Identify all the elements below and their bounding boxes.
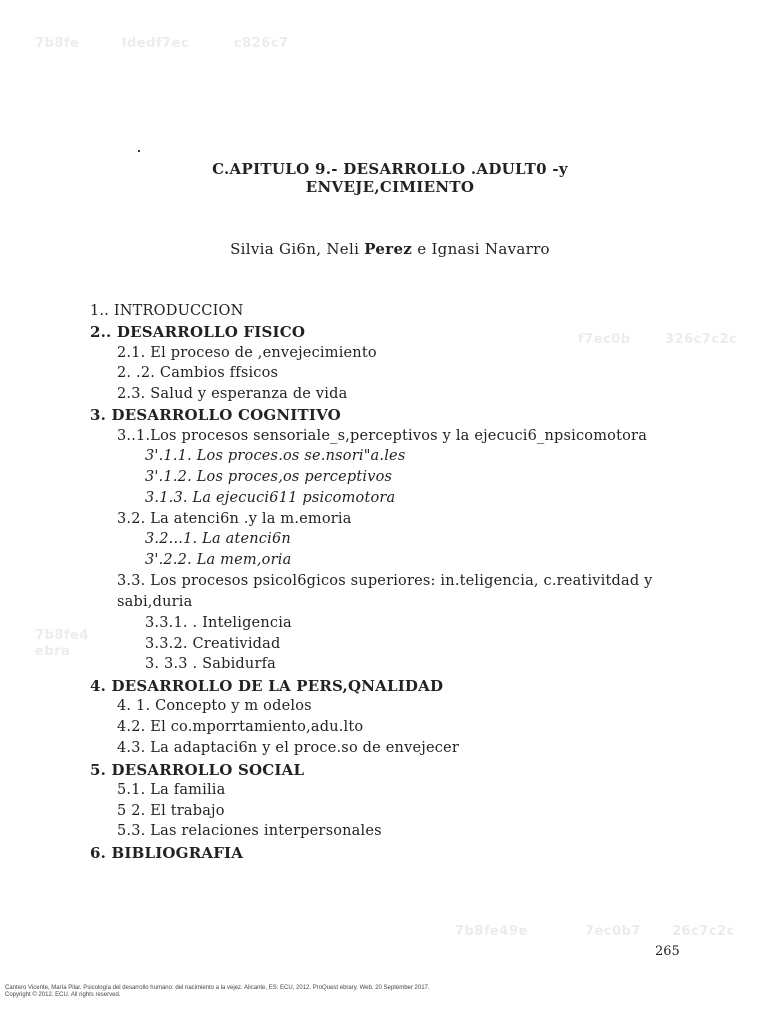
toc-subitem: 3.3. Los procesos psicol6gicos superiores: in.teligencia, c.reativitdad y	[117, 573, 653, 589]
chapter-title-line-1: C.APITULO 9.- DESARROLLO .ADULT0 -y	[212, 160, 568, 178]
author-bold-name: Perez	[364, 240, 413, 258]
toc-subitem-continuation: sabi,duria	[117, 594, 193, 610]
authors-suffix: e Ignasi Navarro	[412, 240, 550, 258]
watermark-text: c826c7	[234, 36, 289, 51]
watermark-text: f7ec0b	[578, 332, 631, 347]
toc-item-bibliografia: 6. BIBLIOGRAFIA	[90, 844, 244, 862]
copyright-footer	[5, 985, 430, 999]
toc-item-desarrollo-social: 5. DESARROLLO SOCIAL	[90, 761, 305, 779]
authors-prefix: Silvia Gi6n, Neli	[230, 240, 365, 258]
toc-subsubitem: 3.2...1. La atenci6n	[145, 531, 291, 547]
toc-subitem: 5.3. Las relaciones interpersonales	[117, 823, 382, 839]
authors	[150, 239, 630, 259]
toc-item-introduccion: 1.. INTRODUCCION	[90, 303, 244, 319]
footer-citation: Cantero Vicente, María Pilar. Psicología del desarrollo humano: del nacimiento a la vejez. Alicante, ES: ECU, 2012. ProQuest ebrary. Web. 20 September 2017.	[5, 985, 430, 991]
watermark-text: ldedf7ec	[122, 36, 190, 51]
footer-copyright: Copyright © 2012. ECU. All rights reserved.	[5, 992, 121, 998]
watermark-text: 7b8fe	[35, 36, 80, 51]
toc-item-desarrollo-personalidad: 4. DESARROLLO DE LA PERS,QNALIDAD	[90, 677, 444, 695]
toc-subitem: 4.3. La adaptaci6n y el proce.so de envejecer	[117, 740, 459, 756]
toc-subsubitem: 3.3.1. . Inteligencia	[145, 615, 292, 631]
toc-subitem: 2.1. El proceso de ,envejecimiento	[117, 345, 377, 361]
toc-subsubitem: 3.1.3. La ejecuci611 psicomotora	[145, 490, 396, 506]
toc-subitem: 2. .2. Cambios ffsicos	[117, 365, 279, 381]
watermark-text: 7b8fe49e	[455, 924, 528, 939]
watermark-text: ebra	[35, 644, 71, 659]
toc-item-desarrollo-fisico: 2.. DESARROLLO FISICO	[90, 323, 306, 341]
toc-subsubitem: 3. 3.3 . Sabidurfa	[145, 656, 276, 672]
watermark-text: 26c7c2c	[672, 924, 735, 939]
watermark-text: 7b8fe4	[35, 628, 89, 643]
toc-subsubitem: 3'.1.2. Los proces,os perceptivos	[145, 469, 393, 485]
toc-subitem: 3.2. La atenci6n .y la m.emoria	[117, 511, 352, 527]
toc-subsubitem: 3'.2.2. La mem,oria	[145, 552, 292, 568]
toc-subitem: 2.3. Salud y esperanza de vida	[117, 386, 348, 402]
toc-subsubitem: 3'.1.1. Los proces.os se.nsori"a.les	[145, 448, 406, 464]
page-number: 265	[655, 944, 680, 959]
toc-subsubitem: 3.3.2. Creatividad	[145, 636, 281, 652]
stray-dot	[138, 150, 140, 152]
toc-subitem: 3..1.Los procesos sensoriale_s,perceptivos y la ejecuci6_npsicomotora	[117, 428, 648, 444]
toc-subitem: 5 2. El trabajo	[117, 803, 225, 819]
chapter-title	[150, 160, 630, 196]
watermark-text: 326c7c2c	[665, 332, 738, 347]
toc-item-desarrollo-cognitivo: 3. DESARROLLO COGNITIVO	[90, 406, 341, 424]
chapter-title-line-2: ENVEJE,CIMIENTO	[305, 178, 475, 196]
watermark-text: 7ec0b7	[585, 924, 641, 939]
toc-subitem: 4.2. El co.mporrtamiento,adu.lto	[117, 719, 364, 735]
toc-subitem: 4. 1. Concepto y m odelos	[117, 698, 312, 714]
toc-subitem: 5.1. La familia	[117, 782, 226, 798]
